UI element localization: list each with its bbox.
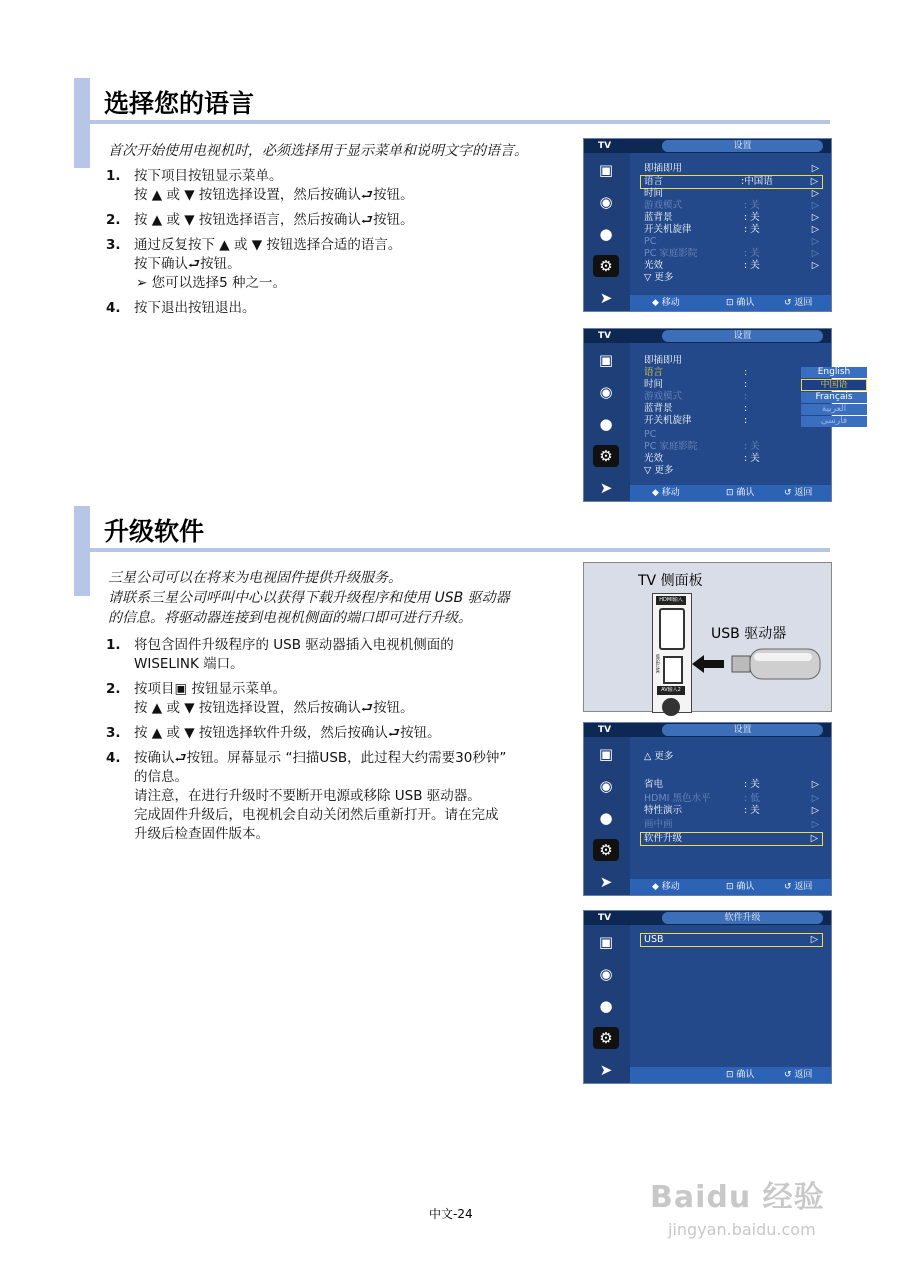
- menu-item[interactable]: PC ▷: [644, 236, 819, 247]
- channel-icon[interactable]: ●: [599, 809, 613, 827]
- channel-icon[interactable]: ●: [599, 225, 613, 243]
- step-line: 通过反复按下 ▲ 或 ▼ 按钮选择合适的语言。: [134, 237, 402, 253]
- menu-item[interactable]: 蓝背景 :: [644, 403, 748, 414]
- menu-item-language[interactable]: 语言 :: [644, 367, 748, 378]
- step-line: 按 ▲ 或 ▼ 按钮选择设置，然后按确认⮐按钮。: [134, 187, 414, 203]
- step-number: 2.: [106, 212, 121, 228]
- menu-item-usb[interactable]: USB ▷: [640, 933, 823, 947]
- language-option[interactable]: English: [801, 367, 867, 378]
- section-title: 升级软件: [104, 517, 205, 546]
- menu-item[interactable]: 画中画 ▷: [644, 819, 819, 830]
- step-line: 按下项目按钮显示菜单。: [134, 168, 283, 184]
- enter-hint: ⊡ 确认: [726, 488, 755, 498]
- usb-drive-label: USB 驱动器: [711, 626, 787, 642]
- step-line: 的信息。: [134, 769, 188, 785]
- step-line: 将包含固件升级程序的 USB 驱动器插入电视机侧面的: [134, 637, 454, 653]
- side-panel-illustration: [583, 562, 832, 712]
- language-dropdown[interactable]: [801, 367, 867, 428]
- tv-tag: TV: [598, 725, 612, 735]
- enter-hint: ⊡ 确认: [726, 298, 755, 308]
- picture-icon[interactable]: ▣: [598, 351, 614, 369]
- tv-tag: TV: [598, 141, 612, 151]
- osd-sidebar: [584, 737, 630, 895]
- move-hint: ◆ 移动: [652, 488, 680, 498]
- osd-hint-bar: [630, 879, 831, 895]
- input-icon[interactable]: ➤: [599, 289, 613, 307]
- input-icon[interactable]: ➤: [599, 479, 613, 497]
- tv-tag: TV: [598, 913, 612, 923]
- usb-drive-image: [692, 645, 824, 685]
- menu-item[interactable]: HDMI 黑色水平 : 低 ▷: [644, 793, 819, 804]
- menu-item[interactable]: 光效 : 关 ▷: [644, 260, 819, 271]
- osd-hint-bar: [630, 1067, 831, 1083]
- menu-item[interactable]: 时间 :: [644, 379, 748, 390]
- step-2: [106, 211, 546, 230]
- step-line: 完成固件升级后，电视机会自动关闭然后重新打开。请在完成: [134, 807, 499, 823]
- step-2: [106, 680, 546, 718]
- menu-item-language[interactable]: 语言 :中国语 ▷: [640, 175, 823, 189]
- hdmi-port: [659, 608, 685, 650]
- move-hint: ◆ 移动: [652, 882, 680, 892]
- language-option-selected[interactable]: 中国语: [801, 379, 867, 391]
- channel-icon[interactable]: ●: [599, 415, 613, 433]
- picture-icon[interactable]: ▣: [598, 933, 614, 951]
- return-hint: ↺ 返回: [784, 488, 813, 498]
- osd-software-upgrade-menu: [583, 910, 832, 1084]
- sound-icon[interactable]: ◉: [599, 193, 613, 211]
- section-header-upgrade: [74, 506, 830, 548]
- tv-side-jack-panel: [652, 593, 692, 713]
- step-number: 3.: [106, 725, 121, 741]
- gear-icon[interactable]: ⚙: [593, 839, 619, 861]
- header-rule: [90, 548, 830, 552]
- accent-bar: [74, 506, 90, 596]
- step-1: [106, 636, 546, 674]
- tv-tag: TV: [598, 331, 612, 341]
- menu-item[interactable]: PC 家庭影院 : 关 ▷: [644, 248, 819, 259]
- step-note: ➢ 您可以选择5 种之一。: [136, 275, 286, 291]
- step-number: 1.: [106, 168, 121, 184]
- sound-icon[interactable]: ◉: [599, 777, 613, 795]
- accent-bar: [74, 78, 90, 168]
- step-line: 升级后检查固件版本。: [134, 826, 269, 842]
- section-title: 选择您的语言: [104, 89, 255, 118]
- menu-item[interactable]: 游戏模式 :: [644, 391, 748, 402]
- step-3: [106, 236, 546, 293]
- menu-item[interactable]: 省电 : 关 ▷: [644, 779, 819, 790]
- menu-item[interactable]: PC: [644, 429, 657, 440]
- step-line: 按 ▲ 或 ▼ 按钮选择软件升级，然后按确认⮐按钮。: [134, 725, 441, 741]
- menu-item[interactable]: 开关机旋律 :: [644, 415, 748, 426]
- enter-hint: ⊡ 确认: [726, 1070, 755, 1080]
- header-rule: [90, 120, 830, 124]
- gear-icon[interactable]: ⚙: [593, 445, 619, 467]
- gear-icon[interactable]: ⚙: [593, 255, 619, 277]
- menu-item[interactable]: 游戏模式 : 关 ▷: [644, 200, 819, 211]
- osd-sidebar: [584, 925, 630, 1083]
- step-line: 按确认⮐按钮。屏幕显示 “扫描USB，此过程大约需要30秒钟”: [134, 750, 507, 766]
- menu-item-software-upgrade[interactable]: 软件升级 ▷: [640, 832, 823, 846]
- step-number: 3.: [106, 237, 121, 253]
- step-4: [106, 749, 546, 844]
- gear-icon[interactable]: ⚙: [593, 1027, 619, 1049]
- menu-title: 设置: [662, 724, 823, 736]
- step-line: 按下确认⮐按钮。: [134, 256, 241, 272]
- return-hint: ↺ 返回: [784, 298, 813, 308]
- language-option[interactable]: فارسی: [801, 416, 867, 427]
- section-intro: 三星公司可以在将来为电视固件提供升级服务。 请联系三星公司呼叫中心以获得下载升级程序和使用 USB 驱动器 的信息。将驱动器连接到电视机侧面的端口即可进行升级。: [108, 570, 510, 626]
- menu-item[interactable]: 蓝背景 : 关 ▷: [644, 212, 819, 223]
- steps-upgrade: [106, 636, 546, 850]
- step-1: [106, 167, 546, 205]
- menu-item[interactable]: 时间 ▷: [644, 188, 819, 199]
- wiselink-tag: WISELINK: [655, 654, 660, 674]
- step-number: 4.: [106, 750, 121, 766]
- step-number: 4.: [106, 300, 121, 316]
- step-line: 按 ▲ 或 ▼ 按钮选择语言，然后按确认⮐按钮。: [134, 212, 414, 228]
- step-line: 按 ▲ 或 ▼ 按钮选择设置，然后按确认⮐按钮。: [134, 700, 414, 716]
- input-icon[interactable]: ➤: [599, 873, 613, 891]
- input-icon[interactable]: ➤: [599, 1061, 613, 1079]
- av-port: [662, 698, 680, 716]
- osd-hint-bar: [630, 295, 831, 311]
- menu-item-more[interactable]: ▽ 更多: [644, 465, 674, 476]
- osd-setup-more-menu: [583, 722, 832, 896]
- osd-sidebar: [584, 153, 630, 311]
- picture-icon[interactable]: ▣: [598, 161, 614, 179]
- usb-port: [663, 656, 683, 684]
- step-4: [106, 299, 546, 318]
- av-tag: AV输入2: [657, 686, 685, 695]
- side-panel-label: TV 侧面板: [638, 573, 703, 589]
- move-hint: ◆ 移动: [652, 298, 680, 308]
- language-option[interactable]: Français: [801, 392, 867, 403]
- step-line: WISELINK 端口。: [134, 656, 244, 672]
- menu-item[interactable]: PC 家庭影院 : 关: [644, 441, 760, 452]
- step-line: 按项目▣ 按钮显示菜单。: [134, 681, 287, 697]
- section-header-language: [74, 78, 830, 120]
- section-intro: 首次开始使用电视机时，必须选择用于显示菜单和说明文字的语言。: [108, 143, 528, 159]
- picture-icon[interactable]: ▣: [598, 745, 614, 763]
- step-number: 1.: [106, 637, 121, 653]
- menu-item-more[interactable]: ▽ 更多: [644, 272, 674, 283]
- return-hint: ↺ 返回: [784, 882, 813, 892]
- watermark-url: jingyan.baidu.com: [668, 1220, 816, 1239]
- osd-hint-bar: [630, 485, 831, 501]
- sound-icon[interactable]: ◉: [599, 965, 613, 983]
- menu-item[interactable]: 即插即用: [644, 355, 683, 366]
- osd-sidebar: [584, 343, 630, 501]
- menu-item[interactable]: 光效 : 关: [644, 453, 760, 464]
- menu-title: 设置: [662, 140, 823, 152]
- osd-language-menu: [583, 328, 853, 502]
- hdmi-tag: HDMI输入: [656, 596, 686, 605]
- step-3: [106, 724, 546, 743]
- menu-item[interactable]: 开关机旋律 : 关 ▷: [644, 224, 819, 235]
- menu-item[interactable]: 即插即用 ▷: [644, 163, 819, 174]
- menu-item-more[interactable]: △ 更多: [644, 751, 674, 762]
- return-hint: ↺ 返回: [784, 1070, 813, 1080]
- menu-title: 设置: [662, 330, 823, 342]
- menu-item[interactable]: 特性演示 : 关 ▷: [644, 805, 819, 816]
- step-number: 2.: [106, 681, 121, 697]
- menu-title: 软件升级: [662, 912, 823, 924]
- sound-icon[interactable]: ◉: [599, 383, 613, 401]
- watermark-logo: Baidu 经验: [650, 1180, 825, 1215]
- enter-hint: ⊡ 确认: [726, 882, 755, 892]
- language-option[interactable]: العربية: [801, 404, 867, 415]
- channel-icon[interactable]: ●: [599, 997, 613, 1015]
- steps-language: [106, 167, 546, 324]
- osd-setup-menu: [583, 138, 832, 312]
- step-line: 按下退出按钮退出。: [134, 300, 256, 316]
- step-line: 请注意，在进行升级时不要断开电源或移除 USB 驱动器。: [134, 788, 481, 804]
- page-number: 中文-24: [429, 1207, 473, 1221]
